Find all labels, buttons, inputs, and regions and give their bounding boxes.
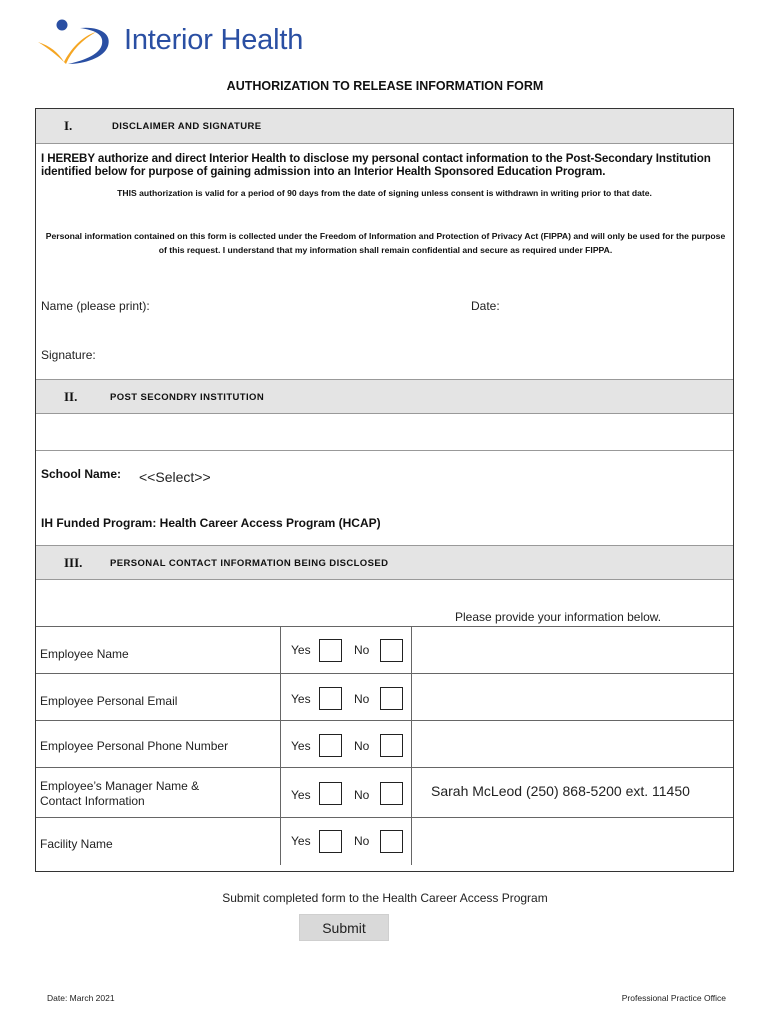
name-label: Name (please print):: [41, 299, 150, 313]
row-label: Employee Personal Email: [40, 694, 178, 708]
section-2-header: [36, 379, 733, 414]
interior-health-logo-icon: [36, 18, 116, 68]
no-label: No: [354, 739, 370, 753]
manager-contact-yes-checkbox[interactable]: [319, 782, 342, 805]
personal-email-yes-checkbox[interactable]: [319, 687, 342, 710]
yes-label: Yes: [291, 834, 311, 848]
facility-name-yes-checkbox[interactable]: [319, 830, 342, 853]
section-1-title: DISCLAIMER AND SIGNATURE: [112, 121, 262, 132]
manager-contact-no-checkbox[interactable]: [380, 782, 403, 805]
footer-date: Date: March 2021: [47, 993, 115, 1003]
form-title: AUTHORIZATION TO RELEASE INFORMATION FORM: [226, 79, 544, 93]
row-label: Employee Name: [40, 647, 129, 661]
interior-health-logo: [36, 18, 326, 68]
table-row-facility-name: [36, 818, 733, 865]
row-label: Employee Personal Phone Number: [40, 739, 229, 753]
employee-name-yes-checkbox[interactable]: [319, 639, 342, 662]
row-label-line-1: Employee’s Manager Name &: [40, 779, 200, 793]
yes-label: Yes: [291, 788, 311, 802]
signature-label: Signature:: [41, 348, 96, 362]
contact-info-table: [36, 626, 733, 865]
section-3-header: [36, 545, 733, 580]
personal-email-no-checkbox[interactable]: [380, 687, 403, 710]
instruction-text: Please provide your information below.: [455, 610, 662, 624]
footer-office: Professional Practice Office: [621, 993, 726, 1003]
no-label: No: [354, 834, 370, 848]
section-2-number: II.: [64, 389, 78, 404]
submit-instruction: Submit completed form to the Health Career Access Program: [222, 891, 548, 905]
yes-label: Yes: [291, 692, 311, 706]
phone-number-yes-checkbox[interactable]: [319, 734, 342, 757]
section-1-number: I.: [64, 118, 73, 133]
school-name-label: School Name:: [41, 467, 122, 481]
no-label: No: [354, 643, 370, 657]
validity-text: THIS authorization is valid for a period of 90 days from the date of signing unless consent is withdrawn in writing prior to that date.: [117, 188, 652, 198]
no-label: No: [354, 692, 370, 706]
submit-button[interactable]: Submit: [299, 914, 389, 941]
date-label: Date:: [471, 299, 500, 313]
table-row-manager-contact: [36, 768, 733, 818]
section-3-number: III.: [64, 555, 83, 570]
org-name: Interior Health: [124, 24, 304, 56]
row-label-line-2: Contact Information: [40, 794, 145, 808]
privacy-text: Personal information contained on this form is collected under the Freedom of Information and Protection of Privacy Act (FIPPA) and will only be used for the purpose of this request. I understand that my information shall remain confidential and secure as required under FIPPA.: [45, 231, 726, 255]
section-2-blank-area: [36, 414, 733, 451]
table-row-personal-email: [36, 674, 733, 721]
phone-number-no-checkbox[interactable]: [380, 734, 403, 757]
manager-contact-field[interactable]: Sarah McLeod (250) 868-5200 ext. 11450: [431, 783, 690, 799]
facility-name-no-checkbox[interactable]: [380, 830, 403, 853]
form-frame: [35, 108, 734, 872]
employee-name-no-checkbox[interactable]: [380, 639, 403, 662]
section-3-title: PERSONAL CONTACT INFORMATION BEING DISCLOSED: [110, 558, 389, 569]
table-row-employee-name: [36, 627, 733, 674]
row-label: Facility Name: [40, 837, 113, 851]
no-label: No: [354, 788, 370, 802]
authorization-text: I HEREBY authorize and direct Interior Health to disclose my personal contact information to the Post-Secondary Institution identified below for purpose of gaining admission into an Interior Health Sponsored Education Program.: [41, 152, 711, 178]
school-name-select[interactable]: <<Select>>: [139, 469, 211, 485]
yes-label: Yes: [291, 643, 311, 657]
section-1-header: [36, 109, 733, 144]
yes-label: Yes: [291, 739, 311, 753]
funded-program-text: IH Funded Program: Health Career Access Program (HCAP): [41, 516, 381, 530]
table-row-phone-number: [36, 721, 733, 768]
section-2-title: POST SECONDRY INSTITUTION: [110, 392, 265, 403]
